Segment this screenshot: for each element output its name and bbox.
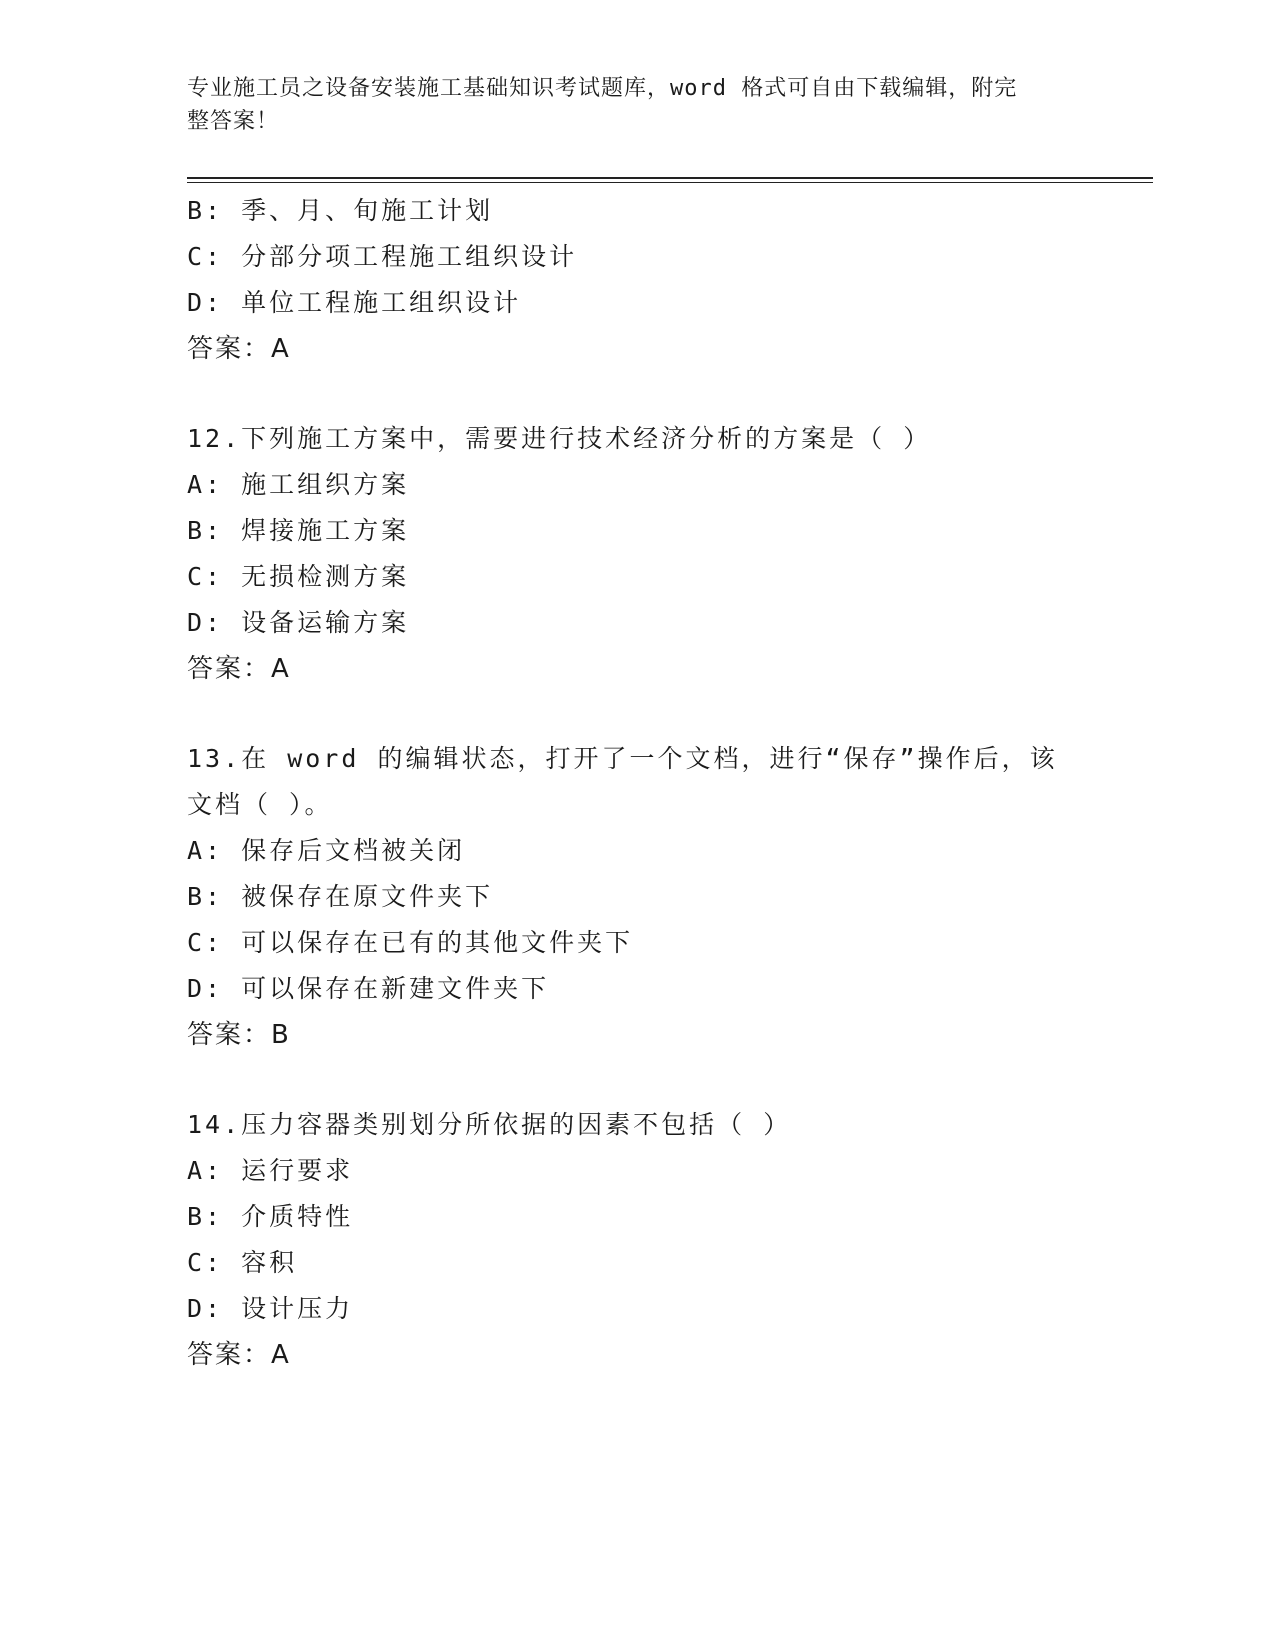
header-line-1: 专业施工员之设备安装施工基础知识考试题库，word 格式可自由下载编辑，附完 — [187, 76, 1018, 101]
option-b: B: 焊接施工方案 — [187, 516, 410, 545]
header-divider-thin — [187, 182, 1153, 183]
answer-line: 答案：A — [187, 334, 291, 364]
answer-line: 答案：B — [187, 1020, 291, 1050]
question-14 — [187, 1102, 1087, 1378]
option-c: C: 分部分项工程施工组织设计 — [187, 242, 578, 271]
option-c: C: 可以保存在已有的其他文件夹下 — [187, 928, 634, 957]
option-d: D: 设计压力 — [187, 1294, 354, 1323]
option-b: B: 被保存在原文件夹下 — [187, 882, 494, 911]
option-d: D: 设备运输方案 — [187, 608, 410, 637]
option-c: C: 无损检测方案 — [187, 562, 410, 591]
question-13 — [187, 736, 1087, 1058]
question-stem: 14.压力容器类别划分所依据的因素不包括（ ） — [187, 1110, 792, 1139]
option-a: A: 施工组织方案 — [187, 470, 410, 499]
question-12 — [187, 416, 1087, 692]
option-d: D: 可以保存在新建文件夹下 — [187, 974, 550, 1003]
option-b: B: 介质特性 — [187, 1202, 354, 1231]
question-stem: 12.下列施工方案中，需要进行技术经济分析的方案是（ ） — [187, 424, 932, 453]
header-divider-thick — [187, 177, 1153, 179]
option-a: A: 保存后文档被关闭 — [187, 836, 466, 865]
answer-line: 答案：A — [187, 1340, 291, 1370]
option-c: C: 容积 — [187, 1248, 298, 1277]
answer-line: 答案：A — [187, 654, 291, 684]
question-stem-line-1: 13.在 word 的编辑状态，打开了一个文档，进行“保存”操作后，该 — [187, 744, 1058, 773]
question-list — [187, 188, 1087, 1378]
question-stem-line-2: 文档（ ）。 — [187, 790, 333, 819]
question-prev-continued — [187, 188, 1087, 372]
option-b: B: 季、月、旬施工计划 — [187, 196, 494, 225]
header-line-2: 整答案！ — [187, 109, 280, 134]
document-header — [187, 72, 1067, 138]
option-a: A: 运行要求 — [187, 1156, 354, 1185]
option-d: D: 单位工程施工组织设计 — [187, 288, 522, 317]
